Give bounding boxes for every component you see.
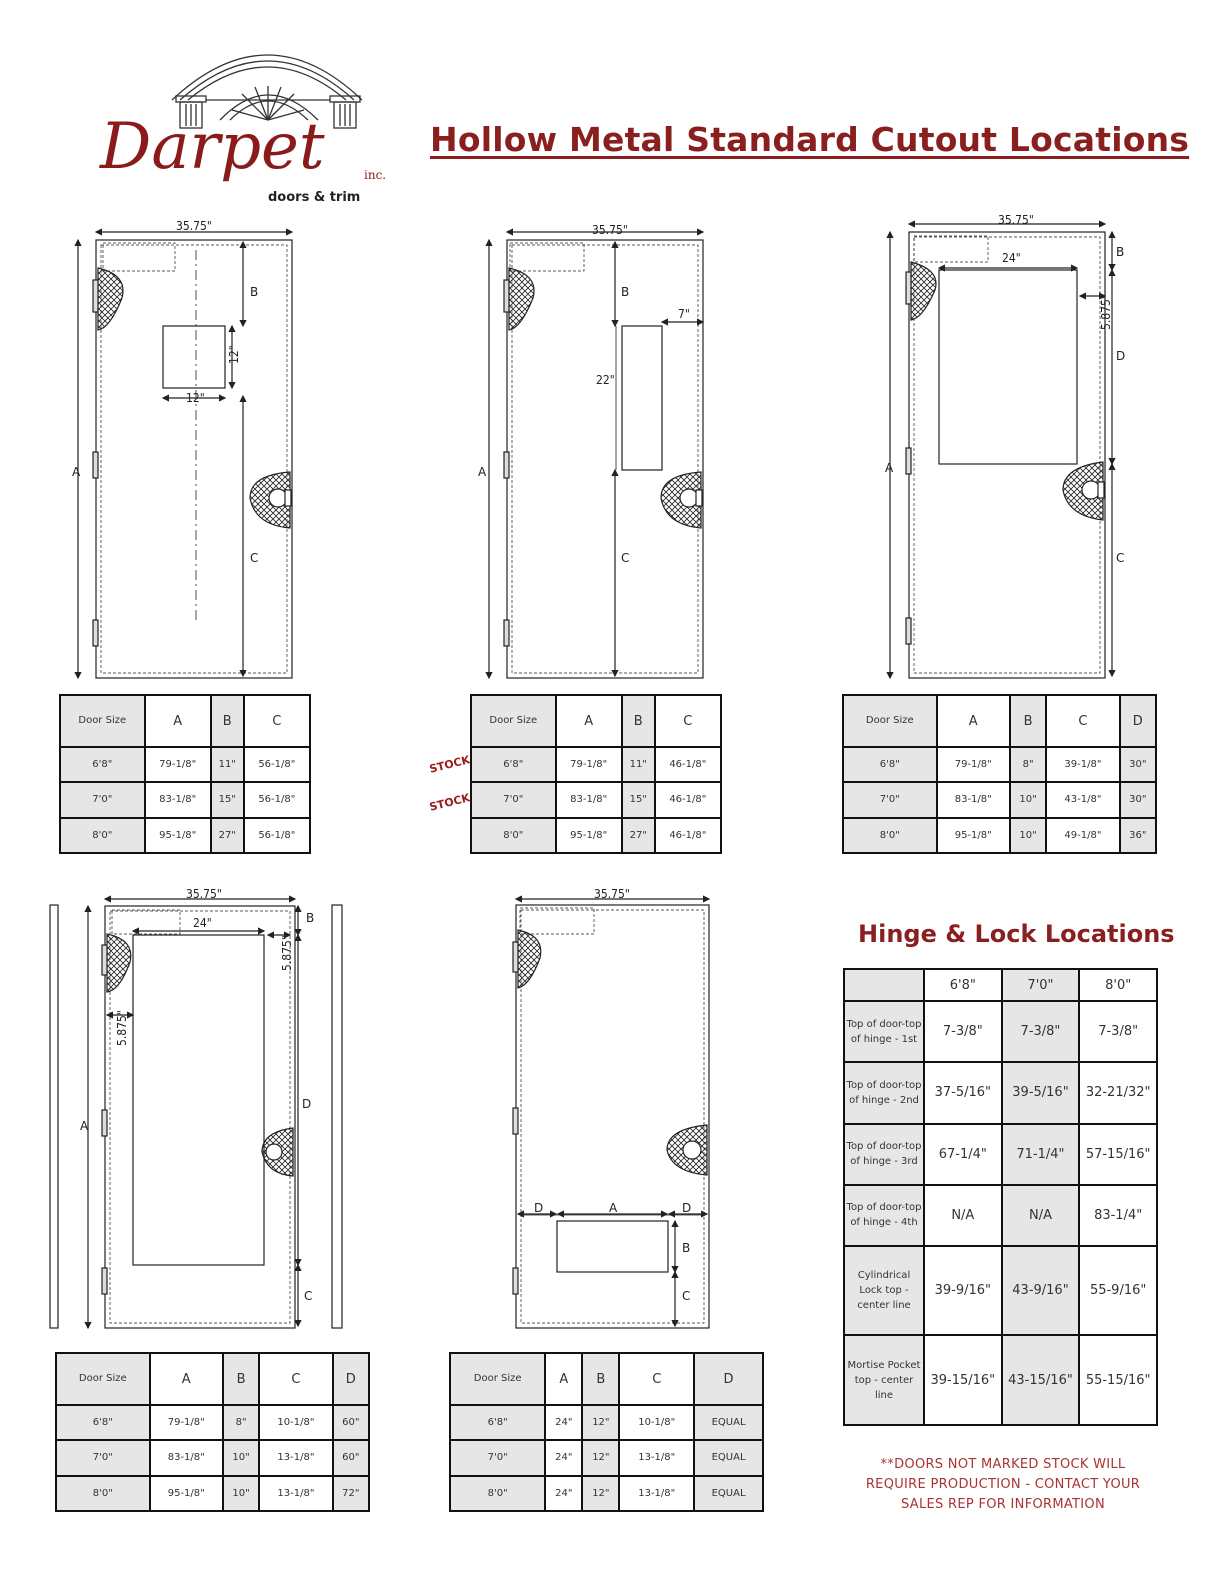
d3-b: B bbox=[1116, 245, 1125, 259]
brand-inc: inc. bbox=[364, 168, 387, 182]
d5-d-left: D bbox=[534, 1201, 544, 1215]
stock-label-1: STOCK bbox=[428, 753, 472, 776]
d2-b: B bbox=[621, 285, 630, 299]
spec-table-1: Door Size A B C 6'8" 79-1/8" 11" 56-1/8" 7'0" 83-1/8" 15" 56-1/8" 8'0" 95-1/8" 27" 56-1/8" bbox=[59, 694, 311, 854]
d5-c: C bbox=[682, 1289, 691, 1303]
d4-margin-top: 5.875" bbox=[280, 935, 294, 971]
door-diagram-4 bbox=[50, 899, 342, 1328]
d1-c: C bbox=[250, 551, 259, 565]
door-diagram-1 bbox=[78, 232, 292, 678]
d2-c: C bbox=[621, 551, 630, 565]
stock-label-2: STOCK bbox=[428, 791, 472, 814]
stock-note: **DOORS NOT MARKED STOCK WILL REQUIRE PRODUCTION - CONTACT YOUR SALES REP FOR INFORMATION bbox=[865, 1457, 1141, 1512]
spec-table-2: Door Size A B C 6'8" 79-1/8" 11" 46-1/8" 7'0" 83-1/8" 15" 46-1/8" 8'0" 95-1/8" 27" 46-1/8" bbox=[470, 694, 722, 854]
door-diagram-3 bbox=[890, 224, 1112, 678]
hinge-lock-table: 6'8" 7'0" 8'0" Top of door-top of hinge - 1st 7-3/8" 7-3/8" 7-3/8" Top of door-top of hinge - 2nd 37-5/16" 39-5/16" 32-21/32" Top of door-top of hinge - 3rd 67-1/4" 71-1/4" 57-15/16" Top of door-top of hinge - 4th N/A N/A 83-1/4" Cylindrical Lock top - center line 39-9/16" 43-9/16" 55-9/16" Mortise Pocket top - center line 39-15/16" 43-15/16" 55-15/16" bbox=[843, 968, 1158, 1426]
d1-a: A bbox=[72, 465, 81, 479]
page-title: Hollow Metal Standard Cutout Locations bbox=[430, 120, 1190, 159]
d2-lite-h: 22" bbox=[596, 373, 615, 387]
d4-d: D bbox=[302, 1097, 312, 1111]
d4-width: 35.75" bbox=[186, 887, 222, 901]
d5-width: 35.75" bbox=[594, 887, 630, 901]
d4-margin-side: 5.875" bbox=[115, 1010, 129, 1046]
d1-b: B bbox=[250, 285, 259, 299]
d3-lite-w: 24" bbox=[1002, 251, 1021, 265]
d5-a: A bbox=[609, 1201, 618, 1215]
t1-header: Door Size bbox=[60, 695, 145, 747]
d3-width: 35.75" bbox=[998, 213, 1034, 227]
d2-width: 35.75" bbox=[592, 223, 628, 237]
d5-b: B bbox=[682, 1241, 691, 1255]
d1-lite-w: 12" bbox=[186, 391, 205, 405]
door-diagram-5 bbox=[513, 899, 709, 1328]
d3-a: A bbox=[885, 461, 894, 475]
d4-c: C bbox=[304, 1289, 313, 1303]
d3-margin: 5.875" bbox=[1099, 294, 1113, 330]
brand-name: Darpet bbox=[100, 110, 325, 184]
brand-tagline: doors & trim bbox=[268, 190, 361, 205]
d3-d: D bbox=[1116, 349, 1126, 363]
spec-table-4: Door Size A B C D 6'8" 79-1/8" 8" 10-1/8" 60" 7'0" 83-1/8" 10" 13-1/8" 60" 8'0" 95-1/8" 10" 13-1/8" 72" bbox=[55, 1352, 370, 1512]
d4-lite-w: 24" bbox=[193, 916, 212, 930]
d4-a: A bbox=[80, 1119, 89, 1133]
d5-d-right: D bbox=[682, 1201, 692, 1215]
d2-lite-w: 7" bbox=[678, 307, 690, 321]
spec-table-3: Door Size A B C D 6'8" 79-1/8" 8" 39-1/8" 30" 7'0" 83-1/8" 10" 43-1/8" 30" 8'0" 95-1/8" 10" 49-1/8" 36" bbox=[842, 694, 1157, 854]
spec-table-5: Door Size A B C D 6'8" 24" 12" 10-1/8" EQUAL 7'0" 24" 12" 13-1/8" EQUAL 8'0" 24" 12" 13-1/8" EQUAL bbox=[449, 1352, 764, 1512]
hinge-lock-title: Hinge & Lock Locations bbox=[858, 920, 1175, 948]
d1-width: 35.75" bbox=[176, 219, 212, 233]
d3-c: C bbox=[1116, 551, 1125, 565]
d1-lite-h: 12" bbox=[227, 345, 241, 364]
d2-a: A bbox=[478, 465, 487, 479]
d4-b: B bbox=[306, 911, 315, 925]
door-diagram-2 bbox=[489, 232, 703, 678]
